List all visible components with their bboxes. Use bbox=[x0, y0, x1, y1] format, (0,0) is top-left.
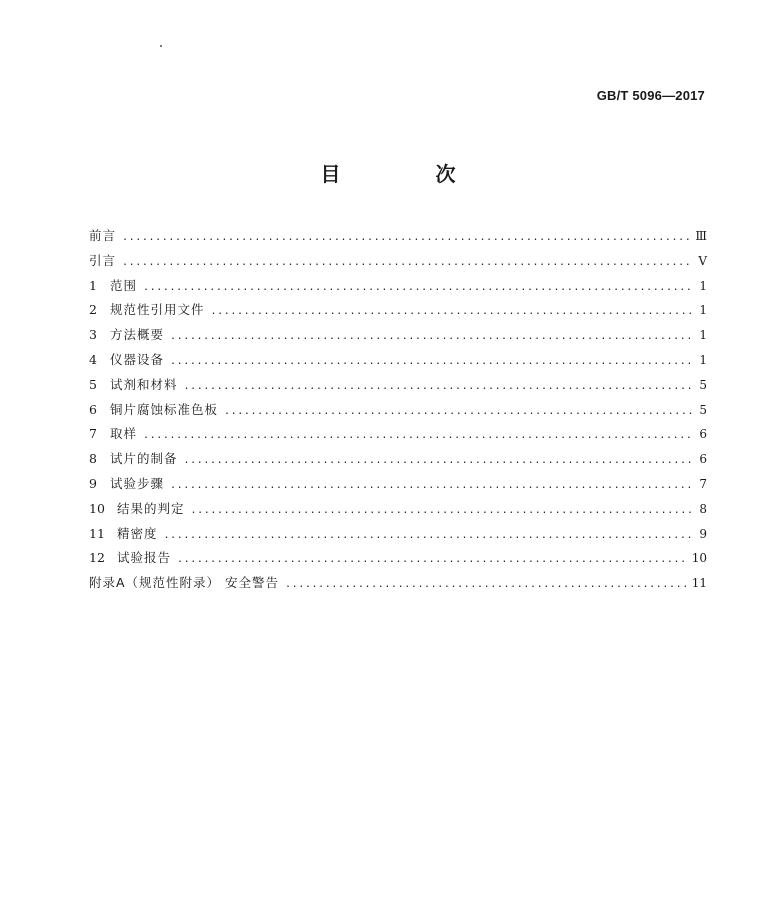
toc-title: 目 次 bbox=[320, 162, 500, 186]
toc-dot-leader bbox=[122, 226, 691, 251]
toc-entry[interactable] bbox=[89, 249, 707, 274]
toc-dot-leader bbox=[285, 573, 688, 598]
toc-entry-label: 取样 bbox=[110, 426, 138, 442]
toc-dot-leader bbox=[164, 524, 693, 549]
toc-entry[interactable] bbox=[89, 224, 707, 249]
toc-entry-page: 1 bbox=[699, 278, 707, 293]
toc-entry-number: 10 bbox=[89, 500, 105, 516]
toc-dot-leader bbox=[122, 251, 693, 276]
toc-dot-leader bbox=[211, 300, 693, 325]
toc-entry-page: Ⅴ bbox=[698, 253, 707, 268]
toc-entry[interactable] bbox=[89, 422, 707, 447]
toc-entry-label: 试剂和材料 bbox=[110, 376, 178, 392]
toc-entry-label: 仪器设备 bbox=[110, 351, 165, 367]
toc-entry-number: 7 bbox=[89, 426, 97, 442]
toc-entry-page: Ⅲ bbox=[695, 229, 707, 243]
toc-entry-label: 附录A（规范性附录） 安全警告 bbox=[89, 575, 280, 591]
toc-entry-number: 1 bbox=[89, 277, 97, 293]
toc-dot-leader bbox=[177, 548, 688, 573]
toc-entry-label: 铜片腐蚀标准色板 bbox=[110, 401, 219, 417]
toc-dot-leader bbox=[184, 375, 693, 400]
toc-entry-page: 9 bbox=[699, 526, 707, 541]
toc-entry-label: 试片的制备 bbox=[110, 451, 178, 467]
standard-code: GB/T 5096—2017 bbox=[596, 88, 705, 103]
toc-entry-page: 1 bbox=[699, 352, 707, 367]
toc-entry-page: 6 bbox=[699, 452, 707, 467]
toc-entry-number: 2 bbox=[89, 302, 97, 318]
toc-dot-leader bbox=[170, 350, 693, 375]
toc-entry-page: 1 bbox=[699, 328, 707, 343]
toc-entry-page: 8 bbox=[699, 501, 707, 516]
toc-entry-page: 5 bbox=[699, 402, 707, 417]
toc-entry[interactable] bbox=[89, 472, 707, 497]
toc-entry-label: 精密度 bbox=[117, 525, 158, 541]
toc-entry[interactable] bbox=[89, 546, 707, 571]
toc-entry-label: 试验步骤 bbox=[110, 475, 165, 491]
toc-dot-leader bbox=[143, 276, 693, 301]
toc-entry-label: 引言 bbox=[89, 252, 117, 268]
toc-entry-page: 11 bbox=[691, 576, 707, 591]
toc-entry-label: 方法概要 bbox=[110, 327, 165, 343]
scan-speck bbox=[160, 45, 162, 47]
toc-entry-label: 前言 bbox=[89, 228, 117, 243]
toc-entry-number: 5 bbox=[89, 376, 97, 392]
toc-entry[interactable] bbox=[89, 571, 707, 596]
toc-entry[interactable] bbox=[89, 298, 707, 323]
toc-entry-number: 11 bbox=[89, 525, 105, 541]
toc-dot-leader bbox=[191, 499, 693, 524]
toc-entry-number: 6 bbox=[89, 401, 97, 417]
toc-entry[interactable] bbox=[89, 398, 707, 423]
toc-dot-leader bbox=[170, 325, 693, 350]
toc-entry[interactable] bbox=[89, 348, 707, 373]
toc-dot-leader bbox=[224, 400, 693, 425]
toc-entry-page: 10 bbox=[691, 551, 707, 566]
toc-entry[interactable] bbox=[89, 274, 707, 299]
toc-entry-number: 3 bbox=[89, 327, 97, 343]
toc-entry[interactable] bbox=[89, 373, 707, 398]
toc-entry-label: 结果的判定 bbox=[117, 500, 185, 516]
toc-entry[interactable] bbox=[89, 323, 707, 348]
toc-entry-page: 1 bbox=[699, 303, 707, 318]
toc-entry-number: 4 bbox=[89, 351, 97, 367]
toc-entry-number: 12 bbox=[89, 550, 105, 566]
toc-entry-label: 试验报告 bbox=[117, 550, 172, 566]
toc-entry-page: 5 bbox=[699, 377, 707, 392]
toc-entry-page: 7 bbox=[699, 476, 707, 491]
toc-entry-number: 8 bbox=[89, 451, 97, 467]
toc-entry-number: 9 bbox=[89, 475, 97, 491]
toc-dot-leader bbox=[170, 474, 693, 499]
toc-entry[interactable] bbox=[89, 522, 707, 547]
toc-entry-page: 6 bbox=[699, 427, 707, 442]
toc-entry-label: 规范性引用文件 bbox=[110, 302, 205, 318]
toc-dot-leader bbox=[143, 424, 693, 449]
toc-list bbox=[89, 224, 707, 596]
toc-entry[interactable] bbox=[89, 497, 707, 522]
toc-dot-leader bbox=[184, 449, 693, 474]
toc-entry[interactable] bbox=[89, 447, 707, 472]
toc-entry-label: 范围 bbox=[110, 277, 138, 293]
